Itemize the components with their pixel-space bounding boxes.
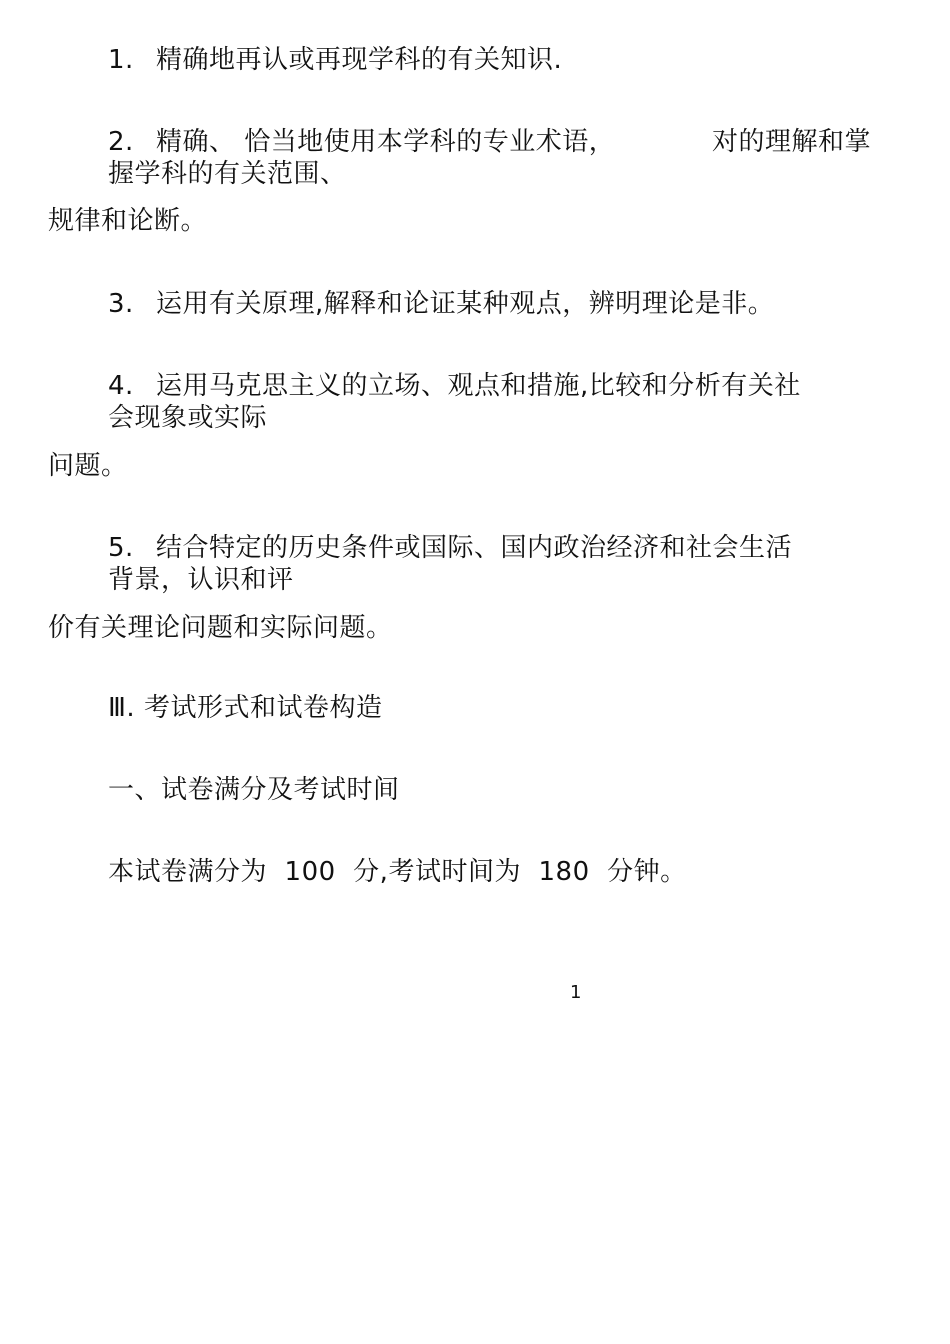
item-2-text-line3: 规律和论断。 <box>48 206 208 236</box>
item-5-text-line2: 背景，认识和评 <box>108 565 294 595</box>
item-2-text-line1: 精确、 恰当地使用本学科的专业术语， <box>156 127 616 157</box>
item-1-text: 精确地再认或再现学科的有关知识. <box>156 45 563 75</box>
item-5-number: 5. <box>108 533 134 563</box>
item-4-text-line3: 问题。 <box>48 451 128 481</box>
item-2-text-line1b: 对的理解和掌 <box>712 127 872 157</box>
item-4-number: 4. <box>108 371 134 401</box>
item-4-text-line1: 运用马克思主义的立场、观点和措施,比较和分析有关社 <box>156 371 801 401</box>
item-2-number: 2. <box>108 127 134 157</box>
item-3-text: 运用有关原理,解释和论证某种观点，辨明理论是非。 <box>156 289 775 319</box>
item-3-number: 3. <box>108 289 134 319</box>
section-heading: Ⅲ. 考试形式和试卷构造 <box>108 693 383 723</box>
item-2-text-line2: 握学科的有关范围、 <box>108 159 347 189</box>
item-5-text-line1: 结合特定的历史条件或国际、国内政治经济和社会生活 <box>156 533 793 563</box>
item-5-text-line3: 价有关理论问题和实际问题。 <box>48 613 393 643</box>
subsection-heading: 一、试卷满分及考试时间 <box>108 775 400 805</box>
item-1-number: 1. <box>108 45 134 75</box>
page-number: 1 <box>570 982 582 1003</box>
item-4-text-line2: 会现象或实际 <box>108 403 268 433</box>
body-text: 本试卷满分为 100 分,考试时间为 180 分钟。 <box>108 857 687 887</box>
